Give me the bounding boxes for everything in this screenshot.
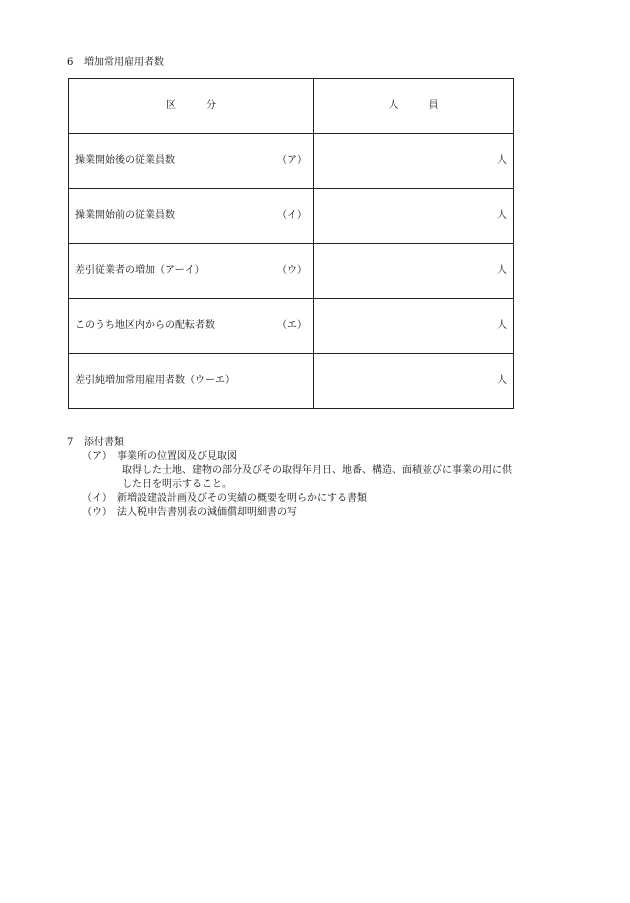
unit-label: 人	[497, 155, 507, 166]
section-number: 6	[67, 57, 74, 68]
row-mark: （イ）	[277, 210, 307, 221]
header-headcount: 人 員	[314, 79, 514, 134]
section-7-heading	[67, 437, 124, 449]
header-category: 区 分	[69, 79, 314, 134]
item-text: 法人税申告書別表の減価償却明細書の写	[117, 507, 297, 518]
item-text: 事業所の位置図及び見取図	[117, 451, 237, 462]
row-mark: （ア）	[277, 155, 307, 166]
section-number: 7	[67, 437, 74, 448]
row-value-cell[interactable]	[314, 134, 514, 189]
section-title: 増加常用雇用者数	[84, 57, 164, 68]
section-title: 添付書類	[84, 437, 124, 448]
item-text: 新増設建設計画及びその実績の概要を明らかにする書類	[117, 493, 367, 504]
row-label: 操業開始後の従業員数	[75, 155, 175, 166]
table-row	[69, 244, 514, 299]
item-detail-line: 取得した土地、建物の部分及びその取得年月日、地番、構造、面積並びに事業の用に供	[122, 465, 512, 476]
row-label-cell	[69, 189, 314, 244]
row-mark: （エ）	[277, 320, 307, 331]
row-label-cell	[69, 354, 314, 409]
unit-label: 人	[497, 320, 507, 331]
row-label: 差引従業者の増加（アーイ）	[75, 265, 205, 276]
table-row	[69, 299, 514, 354]
row-label-cell	[69, 134, 314, 189]
item-detail-line: した日を明示すること。	[122, 479, 232, 490]
table-row	[69, 189, 514, 244]
row-label-cell	[69, 299, 314, 354]
row-value-cell[interactable]	[314, 244, 514, 299]
item-mark: （ア）	[82, 451, 112, 462]
table-row	[69, 134, 514, 189]
row-value-cell[interactable]	[314, 189, 514, 244]
row-value-cell[interactable]	[314, 299, 514, 354]
row-label: 差引純増加常用雇用者数（ウーエ）	[75, 375, 235, 386]
row-value-cell[interactable]	[314, 354, 514, 409]
table-row	[69, 354, 514, 409]
section-6-heading	[67, 57, 164, 69]
item-mark: （イ）	[82, 493, 112, 504]
item-mark: （ウ）	[82, 507, 112, 518]
row-label-cell	[69, 244, 314, 299]
row-mark: （ウ）	[277, 265, 307, 276]
row-label: 操業開始前の従業員数	[75, 210, 175, 221]
unit-label: 人	[497, 210, 507, 221]
unit-label: 人	[497, 265, 507, 276]
unit-label: 人	[497, 375, 507, 386]
table-header-row	[69, 79, 514, 134]
employee-count-table	[68, 78, 514, 409]
row-label: このうち地区内からの配転者数	[75, 320, 215, 331]
